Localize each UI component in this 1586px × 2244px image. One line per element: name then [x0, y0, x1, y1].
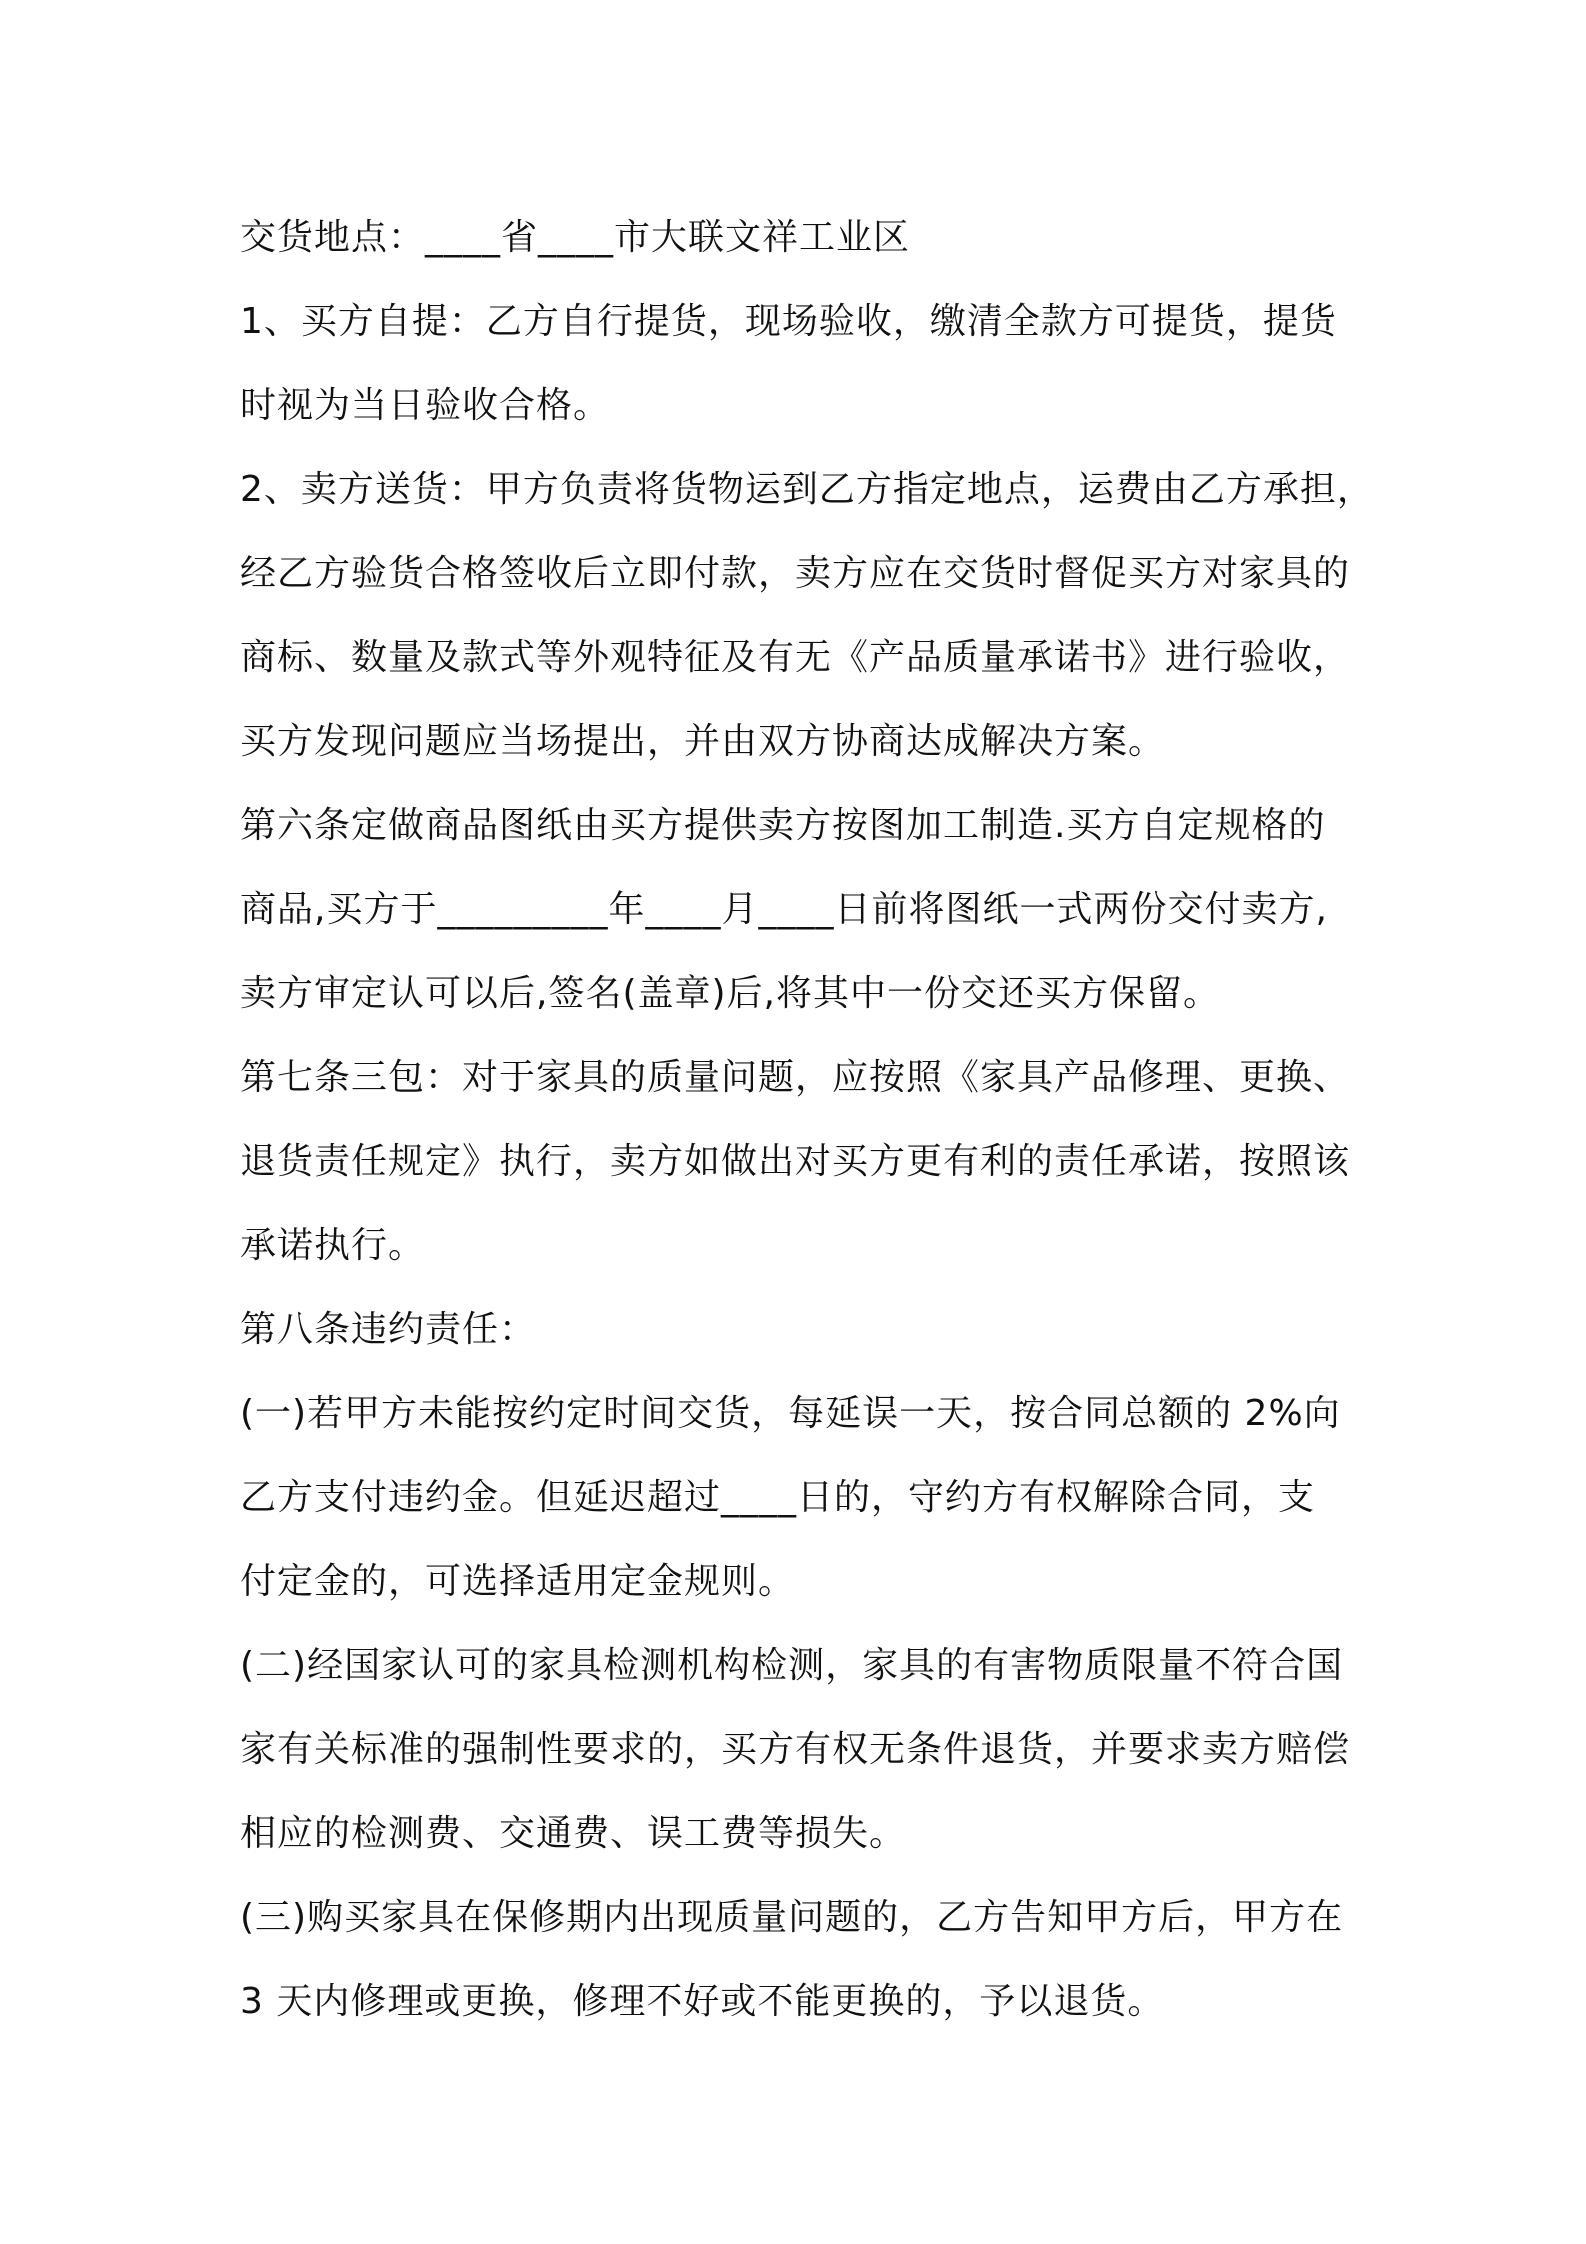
- paragraph-line: 家有关标准的强制性要求的，买方有权无条件退货，并要求卖方赔偿: [240, 1729, 1351, 1770]
- paragraph-line: 承诺执行。: [240, 1225, 426, 1266]
- paragraph-line: 商标、数量及款式等外观特征及有无《产品质量承诺书》进行验收，: [240, 637, 1351, 678]
- delivery-location-line: 交货地点：____省____市大联文祥工业区: [240, 217, 911, 258]
- article-six-line: 第六条定做商品图纸由买方提供卖方按图加工制造.买方自定规格的: [240, 805, 1326, 846]
- paragraph-line: 付定金的，可选择适用定金规则。: [240, 1561, 796, 1602]
- paragraph-line: 2、卖方送货：甲方负责将货物运到乙方指定地点，运费由乙方承担，: [240, 469, 1374, 510]
- document-body: [240, 196, 1374, 2044]
- clause-one-line: (一)若甲方未能按约定时间交货，每延误一天，按合同总额的 2%向: [240, 1393, 1341, 1434]
- paragraph-line: 商品,买方于_________年____月____日前将图纸一式两份交付卖方,: [240, 889, 1328, 930]
- paragraph-line: 买方发现问题应当场提出，并由双方协商达成解决方案。: [240, 721, 1166, 762]
- paragraph-line: 1、买方自提：乙方自行提货，现场验收，缴清全款方可提货，提货: [240, 301, 1337, 342]
- paragraph-line: 3 天内修理或更换，修理不好或不能更换的，予以退货。: [240, 1981, 1165, 2022]
- paragraph-line: 相应的检测费、交通费、误工费等损失。: [240, 1813, 907, 1854]
- paragraph-line: 乙方支付违约金。但延迟超过____日的，守约方有权解除合同，支: [240, 1477, 1316, 1518]
- clause-three-line: (三)购买家具在保修期内出现质量问题的，乙方告知甲方后，甲方在: [240, 1897, 1344, 1938]
- paragraph-line: 经乙方验货合格签收后立即付款，卖方应在交货时督促买方对家具的: [240, 553, 1351, 594]
- article-seven-line: 第七条三包：对于家具的质量问题，应按照《家具产品修理、更换、: [240, 1057, 1351, 1098]
- clause-two-line: (二)经国家认可的家具检测机构检测，家具的有害物质限量不符合国: [240, 1645, 1344, 1686]
- paragraph-line: 时视为当日验收合格。: [240, 385, 611, 426]
- paragraph-line: 退货责任规定》执行，卖方如做出对买方更有利的责任承诺，按照该: [240, 1141, 1351, 1182]
- paragraph-line: 卖方审定认可以后,签名(盖章)后,将其中一份交还买方保留。: [240, 973, 1220, 1014]
- article-eight-heading: 第八条违约责任：: [240, 1309, 537, 1350]
